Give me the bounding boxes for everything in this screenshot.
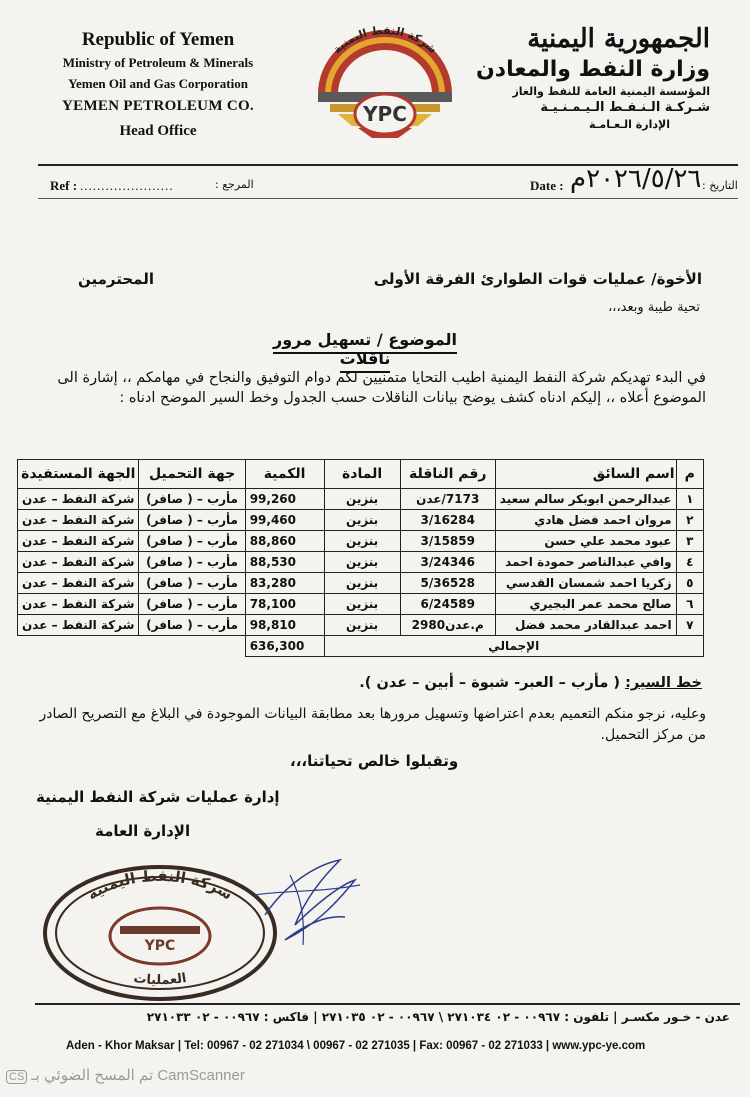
loading-point: مأرب – ( صافر) [139,552,245,573]
date-label-en: Date : [530,178,564,193]
quantity: 99,460 [245,510,324,531]
table-header-row [18,460,704,489]
row-index: ١ [676,489,703,510]
row-index: ٦ [676,594,703,615]
route-line [359,675,702,691]
stamp-top-text: شركة النفط اليمنية [83,866,236,904]
header-en-line-2: Ministry of Petroleum & Minerals [62,55,254,70]
intro-paragraph: في البدء تهديكم شركة النفط اليمنية اطيب التحايا متمنيين لكم دوام التوفيق والنجاح في مهامكم ،، إشارة الى الموضوع أعلاه ،، إليكم ادناه كشف يوضح بيانات الناقلات حسب الجدول وخط السير الموضح ادناه : [57,370,706,406]
route-value: ( مأرب – العبر- شبوة – أبين – عدن ). [359,675,620,691]
col-header-material: المادة [324,460,400,489]
material: بنزين [324,531,400,552]
row-index: ٣ [676,531,703,552]
tanker-number: 5/36528 [400,573,495,594]
beneficiary: شركة النفط – عدن [18,489,139,510]
quantity: 83,280 [245,573,324,594]
row-index: ٤ [676,552,703,573]
beneficiary: شركة النفط – عدن [18,552,139,573]
tanker-number: 3/24346 [400,552,495,573]
footer-english: Aden - Khor Maksar | Tel: 00967 - 02 271034 \ 00967 - 02 271035 | Fax: 00967 - 02 271033 | www.ypc-ye.com [66,1040,646,1052]
beneficiary: شركة النفط – عدن [18,615,139,636]
honorific: المحترمين [78,270,155,288]
driver-name: عبود محمد علي حسن [495,531,676,552]
table-row [18,552,704,573]
ref-label-ar: المرجع : [215,178,254,191]
beneficiary: شركة النفط – عدن [18,510,139,531]
stamp-center: YPC [144,938,176,954]
ref-dots: ...................... [80,178,174,193]
stamp-bottom-text: العمليات [132,970,188,989]
header-ar-line-4: شـركـة الـنـفـط الـيـمـنـيـة [540,100,710,115]
header-arabic [460,22,710,133]
handwritten-signature [245,845,365,955]
loading-point: مأرب – ( صافر) [139,594,245,615]
beneficiary: شركة النفط – عدن [18,531,139,552]
driver-name: عبدالرحمن ابوبكر سالم سعيد [495,489,676,510]
tankers-table [17,459,704,657]
row-index: ٧ [676,615,703,636]
driver-name: زكريا احمد شمسان القدسي [495,573,676,594]
date-value: ٢٠٢٦/٥/٢٦م [570,164,702,194]
col-header-tanker: رقم الناقلة [400,460,495,489]
loading-point: مأرب – ( صافر) [139,573,245,594]
tanker-number: م.عدن2980 [400,615,495,636]
closing-thanks: وتقبلوا خالص تحياتنا،،، [290,752,459,770]
tanker-number: 3/16284 [400,510,495,531]
signatory-department: إدارة عمليات شركة النفط اليمنية [36,788,280,806]
material: بنزين [324,615,400,636]
table-row [18,594,704,615]
material: بنزين [324,594,400,615]
header-ar-line-2: وزارة النفط والمعادن [476,57,710,82]
request-paragraph: وعليه، نرجو منكم التعميم بعدم اعتراضها وتسهيل مرورها بعد مطابقة البيانات الموجودة في البلاغ مع التصريح الصادر من مركز التحميل. [39,706,706,743]
table-row [18,615,704,636]
col-header-quantity: الكمية [245,460,324,489]
col-header-loading: جهة التحميل [139,460,245,489]
quantity: 88,530 [245,552,324,573]
material: بنزين [324,489,400,510]
driver-name: صالح محمد عمر البجيري [495,594,676,615]
col-header-beneficiary: الجهة المستفيدة [18,460,139,489]
quantity: 98,810 [245,615,324,636]
table-row [18,489,704,510]
loading-point: مأرب – ( صافر) [139,510,245,531]
camscanner-watermark [6,1066,245,1084]
table-total-row [18,636,704,657]
header-en-line-5: Head Office [119,123,197,139]
quantity: 99,260 [245,489,324,510]
driver-name: احمد عبدالقادر محمد فضل [495,615,676,636]
camscanner-logo: CS [6,1070,27,1084]
logo-text: YPC [363,102,407,126]
subject-text: الموضوع / تسهيل مرور ناقلات [273,330,457,373]
driver-name: وافي عبدالناصر حمودة احمد [495,552,676,573]
footer-arabic: عدن - خـور مكسـر | تلفون : ٠٠٩٦٧ - ٠٢ ٢٧١٠٣٤ \ ٠٠٩٦٧ - ٠٢ ٢٧١٠٣٥ | فاكس : ٠٠٩٦٧ - ٠٢ ٢٧١٠٣٣ [146,1010,730,1024]
total-label: الإجمالي [324,636,704,657]
col-header-driver: اسم السائق [495,460,676,489]
material: بنزين [324,510,400,531]
loading-point: مأرب – ( صافر) [139,531,245,552]
col-header-index: م [676,460,703,489]
total-empty [18,636,246,657]
quantity: 78,100 [245,594,324,615]
ref-divider [38,198,738,199]
header-en-line-4: YEMEN PETROLEUM CO. [62,98,254,114]
quantity: 88,860 [245,531,324,552]
table-row [18,573,704,594]
table-row [18,510,704,531]
reference-line [40,164,740,198]
header-en-line-3: Yemen Oil and Gas Corporation [68,76,248,91]
addressee: الأخوة/ عمليات قوات الطوارئ الفرقة الأولى [373,270,702,288]
route-label: خط السير: [625,675,702,691]
driver-name: مروان احمد فضل هادي [495,510,676,531]
greeting: تحية طيبة وبعد،،، [608,300,700,315]
header-en-line-1: Republic of Yemen [81,29,235,50]
loading-point: مأرب – ( صافر) [139,489,245,510]
table-row [18,531,704,552]
ypc-logo [300,22,470,150]
date-label-ar: التاريخ : [702,179,738,192]
header-ar-line-3: المؤسسة اليمنية العامة للنفط والغاز [512,85,710,98]
loading-point: مأرب – ( صافر) [139,615,245,636]
header-ar-line-1: الجمهورية اليمنية [527,24,710,54]
material: بنزين [324,552,400,573]
header-ar-line-5: الإدارة الـعـامـة [588,118,670,131]
logo-arc-text: شركة النفط اليمنية [330,23,440,57]
row-index: ٥ [676,573,703,594]
subject-line [265,330,465,368]
tanker-number: 7173/عدن [400,489,495,510]
footer-divider [35,1003,740,1005]
table-body [18,489,704,636]
tanker-number: 6/24589 [400,594,495,615]
signatory-office: الإدارة العامة [95,822,191,840]
row-index: ٢ [676,510,703,531]
ref-label-en: Ref : [50,178,78,193]
tanker-number: 3/15859 [400,531,495,552]
svg-text:العمليات [133,971,188,988]
beneficiary: شركة النفط – عدن [18,573,139,594]
material: بنزين [324,573,400,594]
header-english [38,28,278,143]
beneficiary: شركة النفط – عدن [18,594,139,615]
camscanner-text: تم المسح الضوئي بـ CamScanner [31,1067,245,1084]
total-value: 636,300 [245,636,324,657]
